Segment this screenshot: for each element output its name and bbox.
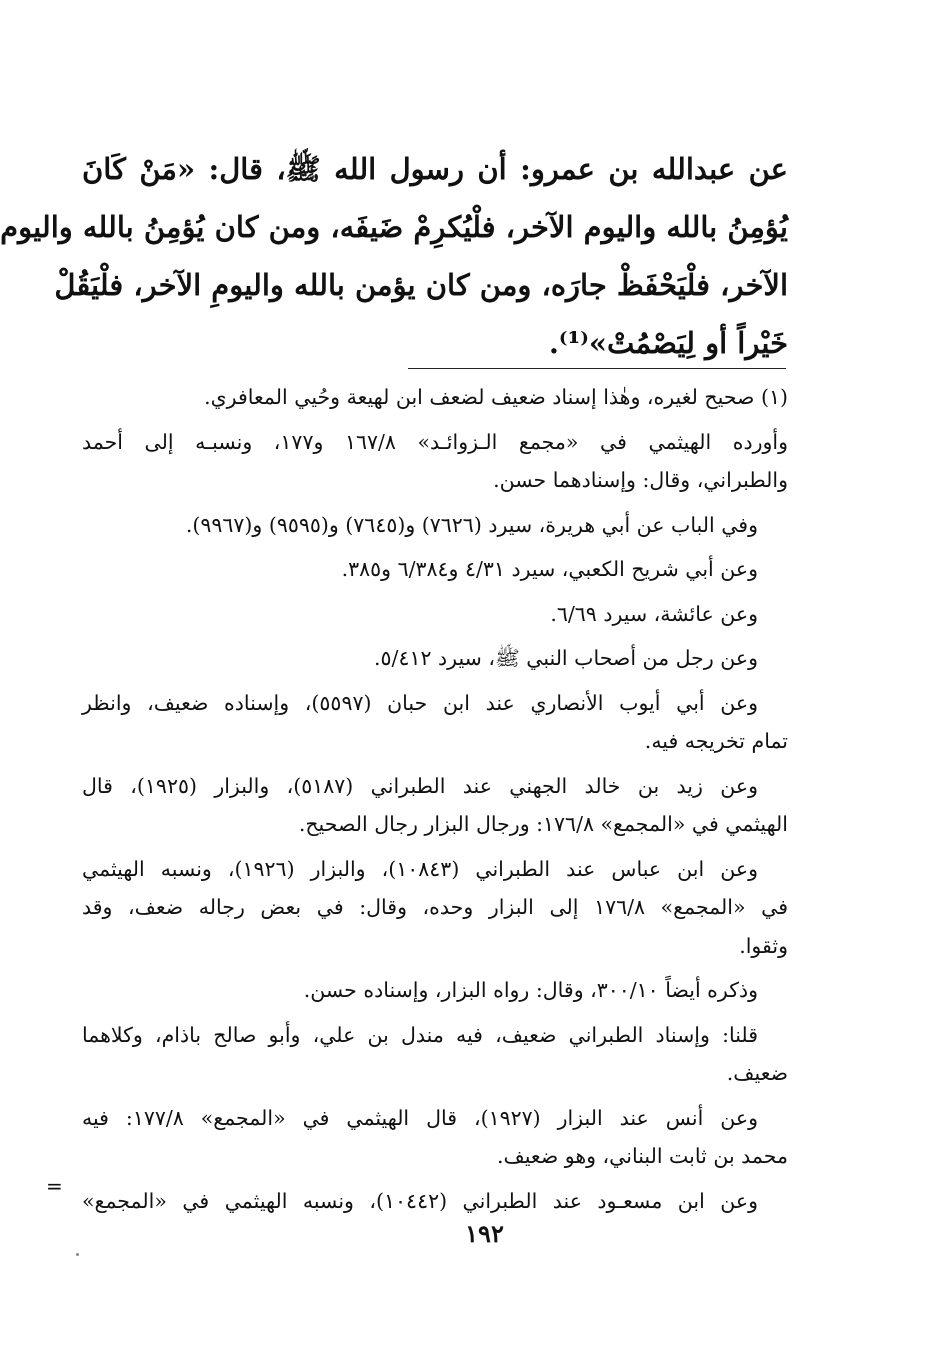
footnote-separator [408,368,786,369]
hadith-text [0,140,788,372]
footnote-line: وعن ابن مسعـود عند الطبراني (١٠٤٤٢)، ونسبه الهيثمي في «المجمع» [82,1188,758,1213]
footnotes [82,378,788,1226]
footnote-paragraph [82,971,788,1010]
footnote-paragraph [82,639,788,678]
footnote-paragraph [82,595,788,634]
footnote-paragraph [82,1016,788,1093]
hadith-line: عن عبدالله بن عمرو: أن رسول الله ﷺ، قال: «مَنْ كَانَ [82,152,788,186]
footnote-line: وعن أنس عند البزار (١٩٢٧)، قال الهيثمي في «المجمع» ١٧٧/٨: فيه [82,1105,758,1130]
footnote-paragraph [82,423,788,500]
footnote-line: في «المجمع» ١٧٦/٨ إلى البزار وحده، وقال: في بعض رجاله ضعف، وقد [82,895,788,919]
footnote-line: وذكره أيضاً ٣٠٠/١٠، وقال: رواه البزار، وإسناده حسن. [303,978,758,1002]
hadith-line: خَيْراً أو لِيَصْمُتْ»⁽¹⁾. [548,326,788,360]
scan-speck [76,1253,79,1256]
footnote-line: تمام تخريجه فيه. [644,729,788,753]
footnote-line: وعن زيد بن خالد الجهني عند الطبراني (٥١٨٧)، والبزار (١٩٢٥)، قال [82,773,758,798]
footnote-line: وعن أبي أيوب الأنصاري عند ابن حبان (٥٥٩٧)، وإسناده ضعيف، وانظر [82,690,758,715]
footnote-line: محمد بن ثابت البناني، وهو ضعيف. [497,1144,788,1168]
footnote-paragraph [82,1099,788,1176]
continuation-mark: = [46,1174,63,1198]
footnote-paragraph [82,1182,788,1221]
footnote-line: وفي الباب عن أبي هريرة، سيرد (٧٦٢٦) و(٧٦٤٥) و(٩٥٩٥) و(٩٩٦٧). [185,512,758,537]
footnote-line: وعن ابن عباس عند الطبراني (١٠٨٤٣)، والبزار (١٩٢٦)، ونسبه الهيثمي [82,856,758,881]
footnote-line: الهيثمي في «المجمع» ١٧٦/٨: ورجال البزار رجال الصحيح. [298,812,788,836]
footnote-paragraph [82,378,788,417]
footnote-paragraph [82,850,788,966]
footnote-paragraph [82,767,788,844]
footnote-paragraph [82,550,788,589]
footnote-line: وعن رجل من أصحاب النبي ﷺ، سيرد ٥/٤١٢. [374,646,758,670]
footnote-line: وعن عائشة، سيرد ٦/٦٩. [550,601,758,626]
footnote-paragraph [82,684,788,761]
footnote-line: وثقوا. [739,933,788,958]
page-number: ١٩٢ [465,1219,504,1248]
hadith-line: يُؤمِنُ بالله واليوم الآخر، فلْيُكرِمْ ضَيفَه، ومن كان يُؤمِنُ بالله واليوم [0,210,788,244]
hadith-line: الآخر، فلْيَحْفَظْ جارَه، ومن كان يؤمن بالله واليومِ الآخر، فلْيَقُلْ [54,268,788,302]
footnote-line: قلنا: وإسناد الطبراني ضعيف، فيه مندل بن علي، وأبو صالح باذام، وكلاهما [82,1022,758,1047]
footnote-line: وعن أبي شريح الكعبي، سيرد ٤/٣١ و٦/٣٨٤ و٣٨٥. [341,557,758,581]
footnote-line: وأورده الهيثمي في «مجمع الـزوائـد» ١٦٧/٨ و١٧٧، ونسبـه إلى أحمد [82,429,789,454]
footnote-line: ضعيف. [726,1061,788,1085]
footnote-paragraph [82,506,788,545]
footnote-line: والطبراني، وقال: وإسنادهما حسن. [493,468,788,492]
footnote-line: (١) صحيح لغيره، وهٰذا إسناد ضعيف لضعف ابن لهيعة وحُيي المعافري. [204,385,788,409]
